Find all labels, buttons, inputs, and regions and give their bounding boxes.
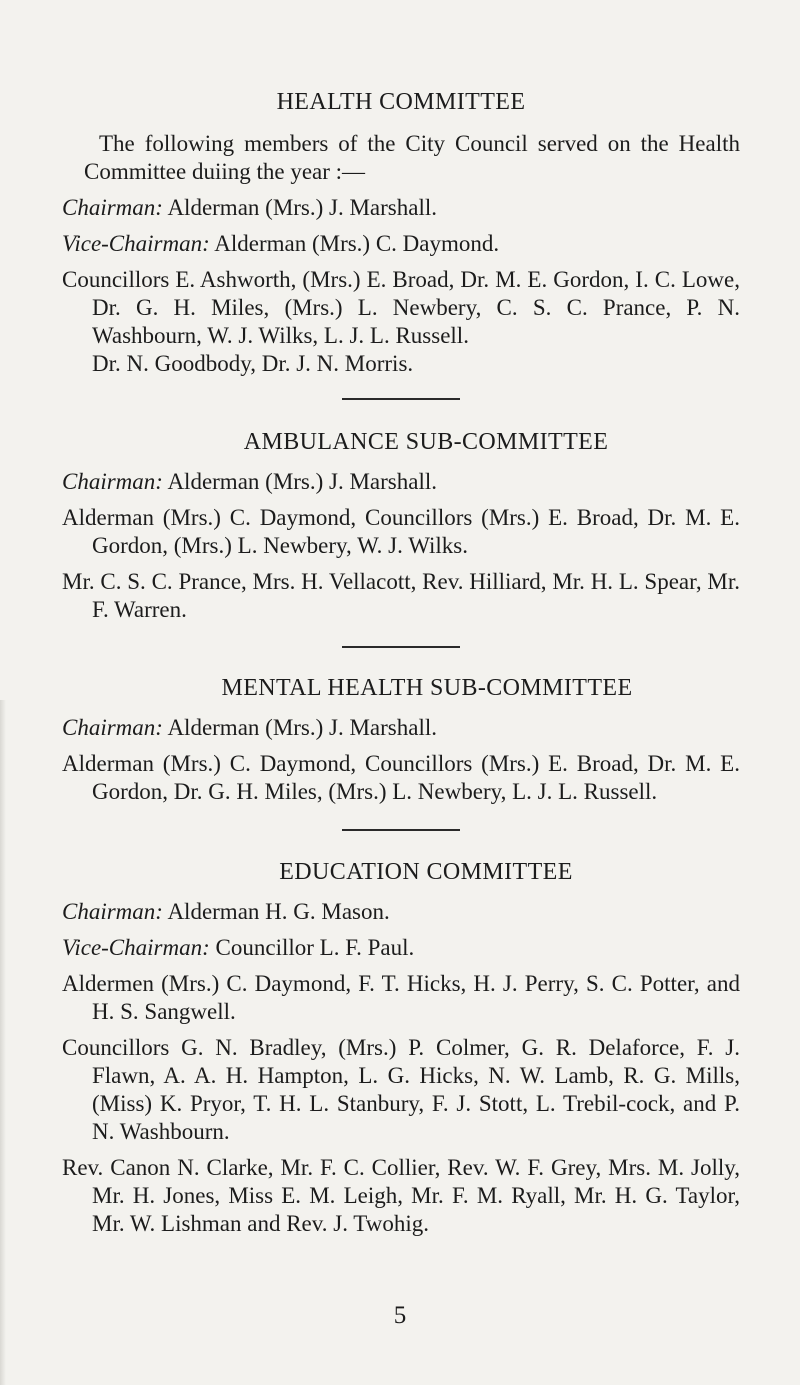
- health-chairman-label: Chairman:: [62, 195, 163, 220]
- health-vice-chairman-line: [62, 230, 740, 258]
- ambulance-others: Mr. C. S. C. Prance, Mrs. H. Vellacott, Rev. Hilliard, Mr. H. L. Spear, Mr. F. Warren.: [62, 569, 740, 622]
- divider-1: [342, 398, 460, 400]
- health-councillors: Councillors E. Ashworth, (Mrs.) E. Broad, Dr. M. E. Gordon, I. C. Lowe, Dr. G. H. Miles, (Mrs.) L. Newbery, C. S. C. Prance, P. N. Washbourn, W. J. Wilks, L. J. L. Russell.: [62, 267, 740, 348]
- mental-chairman-line: [62, 714, 740, 742]
- education-section: [62, 858, 740, 1238]
- ambulance-chairman-label: Chairman:: [62, 469, 163, 494]
- health-vice-chairman-label: Vice-Chairman:: [62, 231, 210, 256]
- education-chairman-label: Chairman:: [62, 899, 163, 924]
- ambulance-members: Alderman (Mrs.) C. Daymond, Councillors (Mrs.) E. Broad, Dr. M. E. Gordon, (Mrs.) L. Newbery, W. J. Wilks.: [62, 505, 740, 558]
- mental-health-title: MENTAL HEALTH SUB-COMMITTEE: [221, 675, 633, 701]
- education-aldermen: Aldermen (Mrs.) C. Daymond, F. T. Hicks, H. J. Perry, S. C. Potter, and H. S. Sangwell.: [62, 971, 740, 1024]
- ambulance-title: AMBULANCE SUB-COMMITTEE: [243, 429, 609, 455]
- education-title: EDUCATION COMMITTEE: [279, 859, 573, 885]
- divider-2: [342, 646, 460, 648]
- page-edge-shadow: [0, 700, 6, 1385]
- health-intro-text: The following members of the City Council served on the Health Committee duiing the year :—: [84, 131, 740, 184]
- divider-3: [342, 829, 460, 831]
- education-chairman-name: Alderman H. G. Mason.: [167, 899, 390, 924]
- health-chairman-name: Alderman (Mrs.) J. Marshall.: [167, 195, 437, 220]
- health-intro: [62, 130, 740, 186]
- education-councillors: Councillors G. N. Bradley, (Mrs.) P. Colmer, G. R. Delaforce, F. J. Flawn, A. A. H. Hampton, L. G. Hicks, N. W. Lamb, R. G. Mills, (Miss) K. Pryor, T. H. L. Stanbury, F. J. Stott, L. Trebil-cock, and P. N. Washbourn.: [62, 1035, 740, 1144]
- health-committee-section: [62, 88, 740, 378]
- health-others: Dr. N. Goodbody, Dr. J. N. Morris.: [92, 351, 414, 376]
- health-chairman-line: [62, 194, 740, 222]
- health-committee-title: HEALTH COMMITTEE: [276, 89, 526, 115]
- mental-health-section: [62, 674, 740, 806]
- education-vice-chairman-line: [62, 934, 740, 962]
- mental-members: Alderman (Mrs.) C. Daymond, Councillors (Mrs.) E. Broad, Dr. M. E. Gordon, Dr. G. H. Miles, (Mrs.) L. Newbery, L. J. L. Russell.: [62, 751, 740, 804]
- page-number: 5: [393, 1302, 407, 1329]
- mental-chairman-name: Alderman (Mrs.) J. Marshall.: [167, 715, 437, 740]
- ambulance-chairman-line: [62, 468, 740, 496]
- education-vice-chairman-name: Councillor L. F. Paul.: [215, 935, 415, 960]
- ambulance-chairman-name: Alderman (Mrs.) J. Marshall.: [167, 469, 437, 494]
- education-chairman-line: [62, 898, 740, 926]
- mental-chairman-label: Chairman:: [62, 715, 163, 740]
- health-vice-chairman-name: Alderman (Mrs.) C. Daymond.: [214, 231, 500, 256]
- ambulance-section: [62, 428, 740, 624]
- education-others: Rev. Canon N. Clarke, Mr. F. C. Collier, Rev. W. F. Grey, Mrs. M. Jolly, Mr. H. Jones, Miss E. M. Leigh, Mr. F. M. Ryall, Mr. H. G. Taylor, Mr. W. Lishman and Rev. J. Twohig.: [62, 1155, 740, 1236]
- education-vice-chairman-label: Vice-Chairman:: [62, 935, 210, 960]
